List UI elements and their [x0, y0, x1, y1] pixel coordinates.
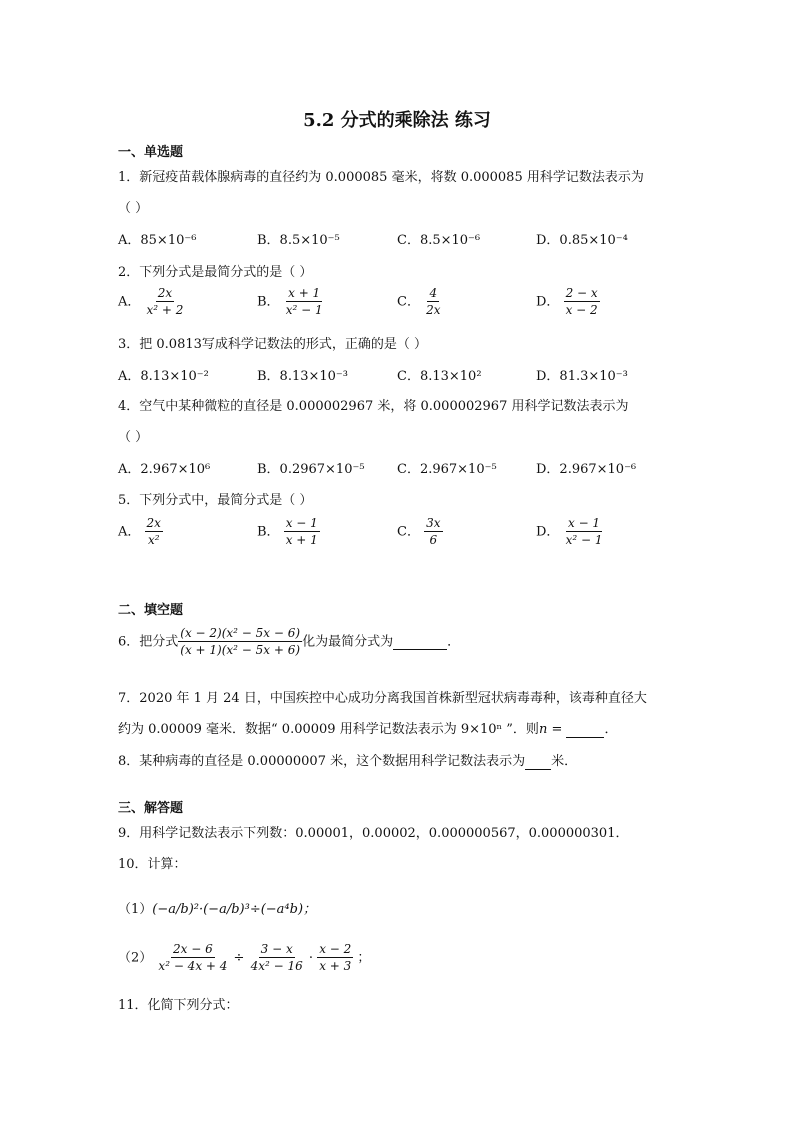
fraction-denominator: x² − 4x + 4	[158, 959, 228, 974]
question-5-text: 5．下列分式中，最简分式是（ ）	[118, 493, 313, 508]
q10-part-2-label: （2）	[118, 950, 153, 966]
divide-operator: ÷	[233, 950, 245, 966]
q3-option-a: A．8.13×10⁻²	[118, 369, 209, 384]
fraction-denominator: x²	[147, 533, 160, 548]
q2-option-d	[536, 286, 600, 318]
fraction-numerator: x − 1	[566, 516, 602, 532]
fraction-numerator: x − 1	[284, 516, 320, 532]
fraction-numerator: 2x − 6	[171, 942, 215, 958]
fraction-denominator: x² + 2	[146, 303, 184, 318]
q2-option-b	[257, 286, 325, 318]
q2-option-c-fraction	[424, 286, 442, 318]
q5-option-a-fraction	[145, 516, 163, 548]
q7-text: 约为 0.00009 毫米．数据“ 0.00009 用科学记数法表示为 9×10ⁿ ”．则	[118, 722, 539, 737]
q5-option-b-label: B．	[257, 524, 280, 540]
question-4-paren: （ ）	[118, 430, 149, 445]
q5-option-d-label: D．	[536, 524, 560, 540]
q8-post: 米．	[551, 754, 578, 769]
q6-pre: 6．把分式	[118, 634, 179, 650]
q5-option-b-fraction	[284, 516, 320, 548]
q6-end: ．	[447, 634, 461, 650]
q1-option-b: B．8.5×10⁻⁵	[257, 233, 340, 248]
q1-option-d: D．0.85×10⁻⁴	[536, 233, 628, 248]
question-2-text: 2．下列分式是最简分式的是（ ）	[118, 265, 313, 280]
question-10-text: 10．计算：	[118, 857, 187, 872]
answer-blank	[393, 634, 447, 650]
page-title: 5.2 分式的乘除法 练习	[303, 110, 491, 131]
question-11-text: 11．化简下列分式：	[118, 998, 239, 1013]
section-fill-blank: 二、填空题	[118, 603, 184, 618]
question-6	[118, 626, 460, 658]
question-1-text: 1．新冠疫苗载体腺病毒的直径约为 0.000085 毫米，将数 0.000085 用科学记数法表示为	[118, 170, 644, 185]
fraction-numerator: (x − 2)(x² − 5x − 6)	[178, 626, 302, 642]
question-3-text: 3．把 0.0813写成科学记数法的形式，正确的是（ ）	[118, 337, 428, 352]
fraction-numerator: 4	[427, 286, 439, 302]
q5-option-d-fraction	[564, 516, 605, 548]
q5-option-a-label: A．	[118, 524, 141, 540]
q5-option-d	[536, 516, 604, 548]
q10-part-2-fraction-2	[249, 942, 305, 974]
q7-end: ．	[604, 722, 618, 737]
q6-post: 化为最简分式为	[302, 634, 394, 650]
q2-option-a	[118, 286, 185, 318]
q5-option-a	[118, 516, 163, 548]
q5-option-c-fraction	[424, 516, 442, 548]
q3-option-d: D．81.3×10⁻³	[536, 369, 628, 384]
fraction-denominator: 6	[429, 533, 438, 548]
fraction-numerator: x − 2	[317, 942, 353, 958]
q5-option-c	[397, 516, 443, 548]
fraction-denominator: x + 1	[285, 533, 318, 548]
q2-option-b-label: B．	[257, 294, 280, 310]
answer-blank	[566, 722, 604, 738]
section-single-choice: 一、单选题	[118, 145, 184, 160]
fraction-denominator: x − 2	[565, 303, 598, 318]
fraction-numerator: 2x	[145, 516, 163, 532]
q5-option-b	[257, 516, 320, 548]
fraction-denominator: 4x² − 16	[250, 959, 303, 974]
question-1-paren: （ ）	[118, 201, 149, 216]
fraction-denominator: (x + 1)(x² − 5x + 6)	[180, 643, 301, 658]
q10-part-1-expression: (−a/b)²·(−a/b)³÷(−a⁴b)；	[152, 902, 317, 917]
q10-part-1-label: （1）	[118, 902, 153, 917]
q4-option-b: B．0.2967×10⁻⁵	[257, 462, 365, 477]
q10-part-2	[118, 942, 370, 974]
q4-option-c: C．2.967×10⁻⁵	[397, 462, 497, 477]
question-9-text: 9．用科学记数法表示下列数：0.00001，0.00002，0.000000567，0.000000301．	[118, 826, 629, 841]
fraction-numerator: x + 1	[286, 286, 322, 302]
q1-option-c: C．8.5×10⁻⁶	[397, 233, 481, 248]
question-7-line1: 7．2020 年 1 月 24 日，中国疾控中心成功分离我国首株新型冠状病毒毒种，该毒种直径大	[118, 691, 647, 706]
question-4-text: 4．空气中某种微粒的直径是 0.000002967 米，将 0.000002967 用科学记数法表示为	[118, 399, 629, 414]
q2-option-d-fraction	[564, 286, 600, 318]
q2-option-c-label: C．	[397, 294, 420, 310]
q4-option-a: A．2.967×10⁶	[118, 462, 211, 477]
section-solution: 三、解答题	[118, 801, 184, 816]
q10-part-2-end: ；	[357, 950, 371, 966]
q2-option-d-label: D．	[536, 294, 560, 310]
fraction-numerator: 2x	[156, 286, 174, 302]
q3-option-b: B．8.13×10⁻³	[257, 369, 349, 384]
q7-eq: =	[547, 722, 567, 737]
q10-part-2-fraction-1	[156, 942, 229, 974]
fraction-numerator: 2 − x	[564, 286, 600, 302]
question-7-line2	[118, 718, 618, 738]
question-8	[118, 750, 577, 770]
q6-fraction	[178, 626, 302, 658]
q2-option-a-fraction	[145, 286, 186, 318]
q10-part-1	[118, 898, 316, 917]
q4-option-d: D．2.967×10⁻⁶	[536, 462, 637, 477]
fraction-denominator: 2x	[426, 303, 441, 318]
fraction-denominator: x + 3	[319, 959, 352, 974]
q1-option-a: A．85×10⁻⁶	[118, 233, 197, 248]
q2-option-a-label: A．	[118, 294, 141, 310]
fraction-denominator: x² − 1	[285, 303, 323, 318]
fraction-numerator: 3 − x	[259, 942, 295, 958]
fraction-denominator: x² − 1	[565, 533, 603, 548]
q2-option-b-fraction	[284, 286, 325, 318]
fraction-numerator: 3x	[424, 516, 442, 532]
q5-option-c-label: C．	[397, 524, 420, 540]
q3-option-c: C．8.13×10²	[397, 369, 482, 384]
q2-option-c	[397, 286, 443, 318]
multiply-operator: ·	[308, 950, 314, 966]
q10-part-2-fraction-3	[317, 942, 353, 974]
q7-var-n: n	[538, 722, 548, 737]
q8-pre: 8．某种病毒的直径是 0.00000007 米，这个数据用科学记数法表示为	[118, 754, 526, 769]
answer-blank	[525, 754, 551, 770]
